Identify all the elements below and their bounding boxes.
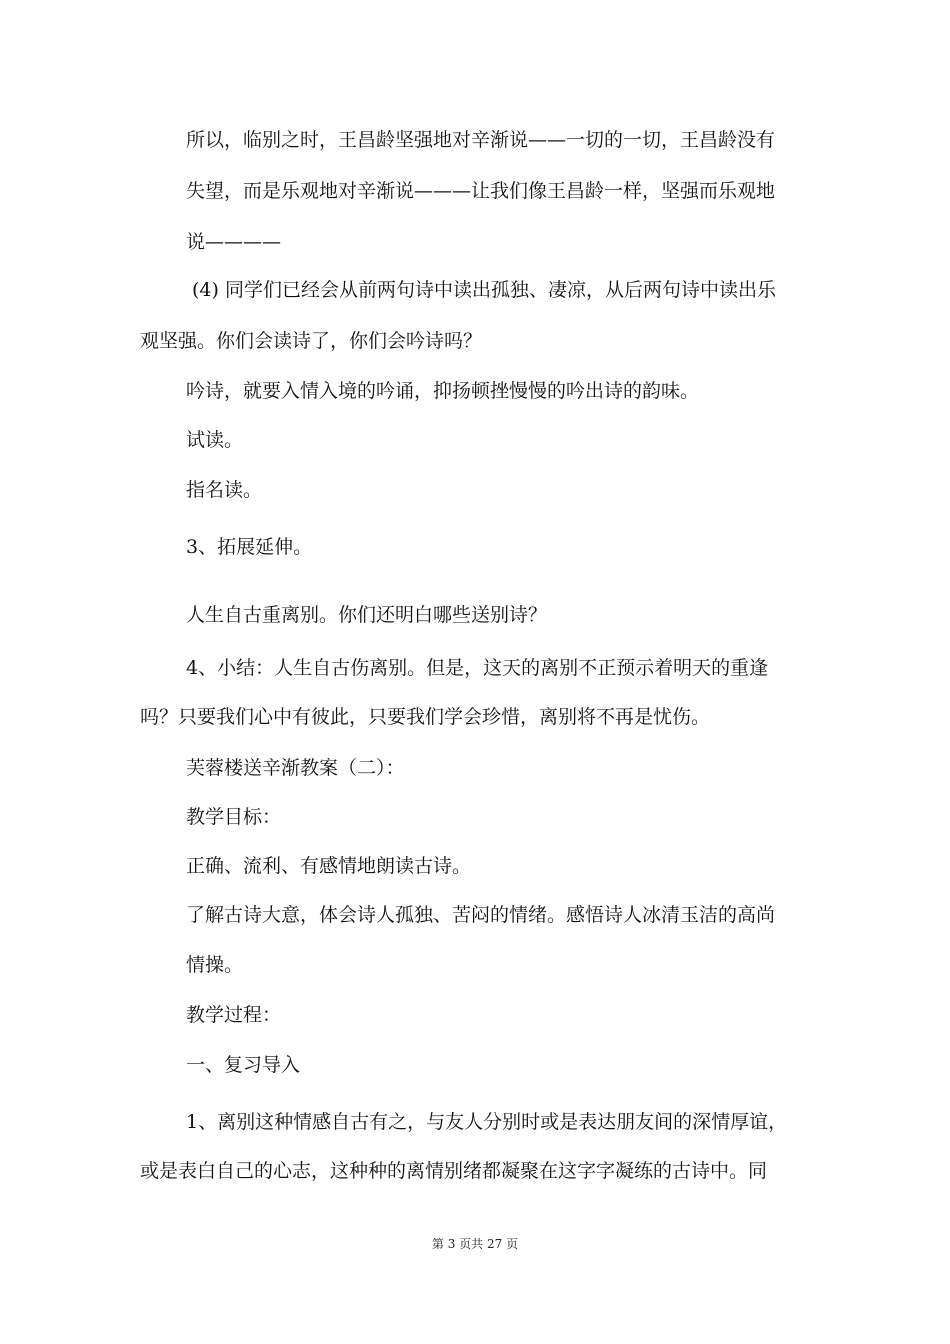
text-line: 教学过程： — [186, 1004, 282, 1026]
text-line: 吟诗，就要入情入境的吟诵，抑扬顿挫慢慢的吟出诗的韵味。 — [186, 380, 700, 402]
text-line: 所以，临别之时，王昌龄坚强地对辛渐说——一切的一切，王昌龄没有 — [186, 129, 776, 151]
text-line: 情操。 — [186, 954, 244, 976]
text-line: 一、复习导入 — [186, 1054, 301, 1076]
text-line: 教学目标： — [186, 806, 282, 828]
text-line: 观坚强。你们会读诗了，你们会吟诗吗？ — [140, 330, 483, 352]
text-line: 吗？只要我们心中有彼此，只要我们学会珍惜，离别将不再是忧伤。 — [140, 706, 711, 728]
text-line: 4、小结：人生自古伤离别。但是，这天的离别不正预示着明天的重逢 — [186, 657, 769, 679]
text-line: 指名读。 — [186, 479, 263, 501]
page-number-footer: 第 3 页共 27 页 — [431, 1237, 519, 1251]
text-line: 失望，而是乐观地对辛渐说———让我们像王昌龄一样，坚强而乐观地 — [186, 180, 776, 202]
text-line: 试读。 — [186, 429, 244, 451]
text-line: 1、离别这种情感自古有之，与友人分别时或是表达朋友间的深情厚谊， — [186, 1111, 788, 1133]
text-line: 了解古诗大意，体会诗人孤独、苦闷的情绪。感悟诗人冰清玉洁的高尚 — [186, 904, 776, 926]
text-line: 说———— — [186, 231, 282, 253]
text-line: 3、拓展延伸。 — [186, 536, 313, 558]
text-line: (4) 同学们已经会从前两句诗中读出孤独、凄凉，从后两句诗中读出乐 — [192, 279, 776, 301]
text-line: 人生自古重离别。你们还明白哪些送别诗？ — [186, 604, 548, 626]
text-line: 或是表白自己的心志，这种种的离情别绪都凝聚在这字字凝练的古诗中。同 — [140, 1160, 768, 1182]
text-line: 正确、流利、有感情地朗读古诗。 — [186, 855, 472, 877]
text-line: 芙蓉楼送辛渐教案（二）： — [186, 757, 405, 779]
